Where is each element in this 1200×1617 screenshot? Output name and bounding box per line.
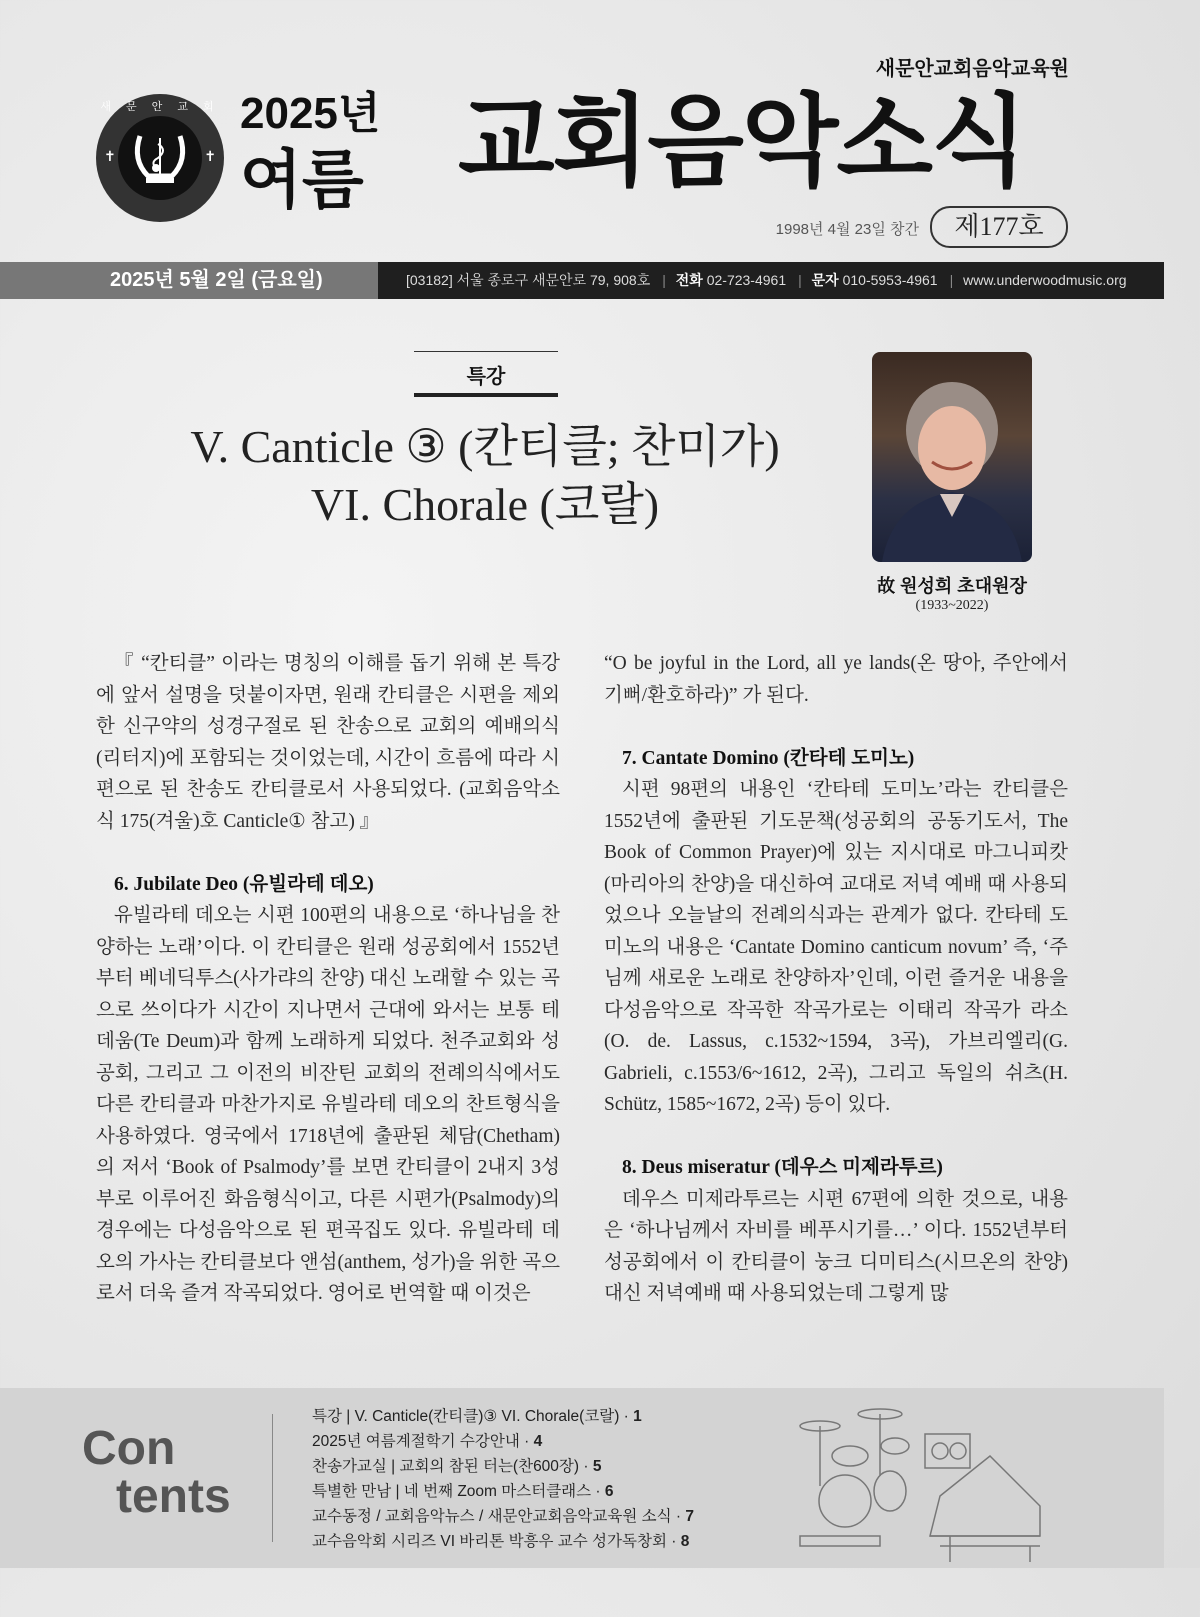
section-6-continuation: “O be joyful in the Lord, all ye lands(온 땅아, 주안에서 기뻐/환호하라)” 가 된다.	[604, 653, 1068, 706]
sms-label: 문자	[811, 272, 839, 288]
section-6-body: 유빌라테 데오는 시편 100편의 내용으로 ‘하나님을 찬양하는 노래’이다. 이 칸티클은 원래 성공회에서 1552년부터 베네딕투스(사가랴의 찬양) 대신 노래할 수 있는 곡으로 쓰이다가 시간이 지나면서 근대에 와서는 보통 테 데움(Te Deum)과 함께 노래하게 되었다. 천주교회와 성공회, 그리고 그 이전의 비잔틴 교회의 전례의식에서도 다른 칸티클과 마찬가지로 유빌라테 데오의 찬트형식을 사용하였다. 영국에서 1718년에 출판된 체담(Chetham)의 저서 ‘Book of Psalmody’를 보면 칸티클이 2내지 3성부로 이루어진 화음형식이고, 다른 시편가(Psalmody)의 경우에는 다성음악으로 된 편곡집도 있다. 유빌라테 데오의 가사는 칸티클보다 앤섬(anthem, 성가)을 위한 곡으로서 더욱 즐겨 작곡되었다. 영어로 번역할 때 이것은	[96, 905, 560, 1304]
website-link[interactable]: www.underwoodmusic.org	[963, 272, 1127, 288]
newsletter-title: 교회음악소식	[458, 86, 1026, 198]
category-rule-bottom	[414, 393, 558, 397]
portrait-photo	[872, 352, 1032, 562]
sms-number: 010-5953-4961	[842, 272, 938, 288]
section-8-body: 데우스 미제라투르는 시편 67편에 의한 것으로, 내용은 ‘하나님께서 자비를 베푸시기를…’ 이다. 1552년부터 성공회에서 이 칸티클이 눙크 디미티스(시므온의 찬양) 대신 저녁예배 때 사용되었는데 그렇게 많	[604, 1188, 1068, 1304]
issue-year: 2025년	[240, 89, 381, 138]
intro-paragraph: 『 “칸티클” 이라는 명칭의 이해를 돕기 위해 본 특강에 앞서 설명을 덧붙이자면, 원래 칸티클은 시편을 제외한 신구약의 성경구절로 된 찬송으로 교회의 예배의식(리터지)에 포함되는 것이었는데, 시간이 흐름에 따라 시편으로 된 찬송도 칸티클로서 사용되었다. (교회음악소식 175(겨울)호 Canticle① 참고) 』	[96, 653, 560, 832]
logo-ring-text: 새 문 안 교 회	[100, 101, 220, 113]
issue-number: 제177호	[930, 206, 1068, 248]
category-rule-top	[414, 351, 558, 352]
toc-item[interactable]: 교수음악회 시리즈 VI 바리톤 박흥우 교수 성가독창회 · 8	[312, 1533, 690, 1550]
contents-label-2: tents	[116, 1470, 231, 1523]
headline-line-2: VI. Chorale (코랄)	[310, 479, 660, 530]
issue-season: 여름	[240, 144, 364, 216]
cross-icon: ✝	[104, 148, 116, 164]
portrait-caption-name: 故 원성희 초대원장	[877, 576, 1027, 596]
address: [03182] 서울 종로구 새문안로 79, 908호	[406, 272, 651, 288]
article-column-left	[96, 648, 560, 1310]
contact-bar: [03182] 서울 종로구 새문안로 79, 908호 | 전화 02-723-4961 | 문자 010-5953-4961 | www.underwoodmusic.org	[378, 262, 1164, 299]
portrait-caption-years: (1933~2022)	[915, 598, 989, 613]
phone-label: 전화	[675, 272, 703, 288]
instruments-illustration	[790, 1396, 1050, 1564]
contents-label-1: Con	[82, 1422, 176, 1475]
lyre-icon	[118, 116, 202, 200]
lecture-headline	[130, 418, 840, 534]
cross-icon: ✝	[204, 148, 216, 164]
toc-item[interactable]: 특강 | V. Canticle(칸티클)③ VI. Chorale(코랄) · 1	[312, 1408, 642, 1425]
church-logo	[96, 94, 224, 222]
section-7-body: 시편 98편의 내용인 ‘칸타테 도미노’라는 칸티클은 1552년에 출판된 기도문책(성공회의 공동기도서, The Book of Common Prayer)에 있는 지시대로 마그니피캇(마리아의 찬양)을 대신하여 교대로 저녁 예배 때 사용되었으나 오늘날의 전례의식과는 관계가 없다. 칸타테 도미노의 내용은 ‘Cantate Domino canticum novum’ 즉, ‘주님께 새로운 노래로 찬양하자’인데, 이런 즐거운 내용을 다성음악으로 작곡한 작곡가로는 이태리 작곡가 라소(O. de. Lassus, c.1532~1594, 3곡), 가브리엘리(G. Gabrieli, c.1553/6~1612, 2곡), 그리고 독일의 쉬츠(H. Schütz, 1585~1672, 2곡) 등이 있다.	[604, 779, 1068, 1115]
section-6-heading: 6. Jubilate Deo (유빌라테 데오)	[114, 873, 374, 895]
founded-date: 1998년 4월 23일 창간	[775, 221, 919, 238]
headline-line-1: V. Canticle ③ (칸티클; 찬미가)	[190, 421, 780, 472]
toc-item[interactable]: 2025년 여름계절학기 수강안내 · 4	[312, 1433, 543, 1450]
article-column-right	[604, 648, 1068, 1310]
toc-item[interactable]: 교수동정 / 교회음악뉴스 / 새문안교회음악교육원 소식 · 7	[312, 1508, 694, 1525]
contents-divider	[272, 1414, 273, 1542]
section-7-heading: 7. Cantate Domino (칸타테 도미노)	[622, 747, 915, 769]
toc-item[interactable]: 찬송가교실 | 교회의 참된 터는(찬600장) · 5	[312, 1458, 602, 1475]
table-of-contents	[312, 1404, 694, 1554]
lecture-category: 특강	[466, 366, 506, 388]
toc-item[interactable]: 특별한 만남 | 네 번째 Zoom 마스터클래스 · 6	[312, 1483, 614, 1500]
organization-name: 새문안교회음악교육원	[875, 58, 1069, 80]
section-8-heading: 8. Deus miseratur (데우스 미제라투르)	[622, 1157, 943, 1178]
phone-number: 02-723-4961	[706, 272, 787, 288]
publication-date: 2025년 5월 2일 (금요일)	[0, 262, 378, 299]
